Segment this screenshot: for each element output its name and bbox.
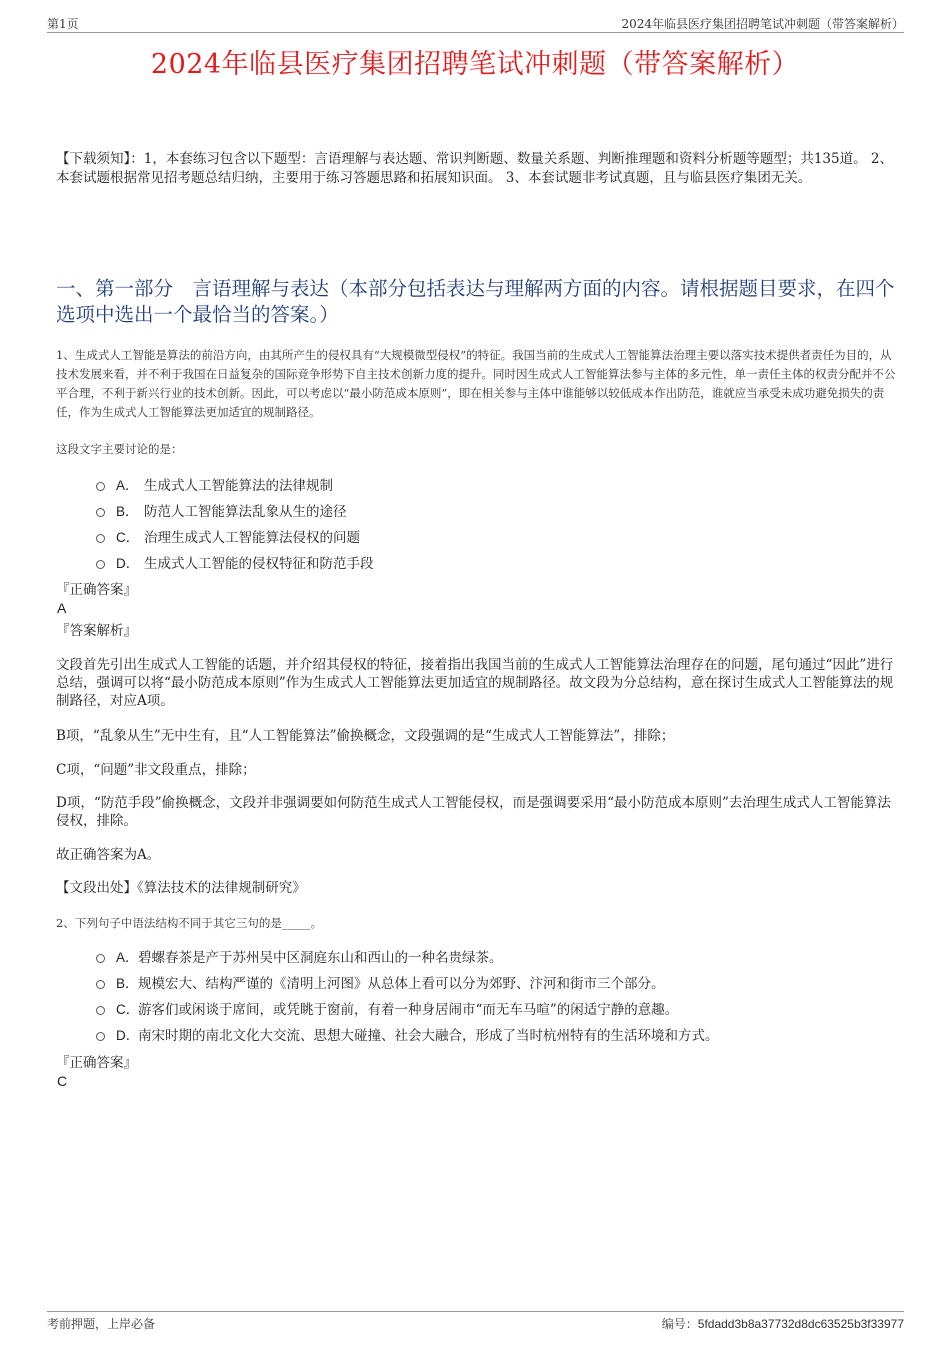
- q1-analysis-para: D项，“防范手段”偷换概念，文段并非强调要如何防范生成式人工智能侵权，而是强调要采用“最小防范成本原则”去治理生成式人工智能算法侵权，排除。: [56, 795, 891, 829]
- q1-option-d[interactable]: [96, 551, 906, 577]
- footer-slogan: 考前押题，上岸必备: [47, 1317, 156, 1331]
- radio-icon[interactable]: [96, 954, 105, 963]
- radio-icon[interactable]: [96, 1006, 105, 1015]
- radio-icon[interactable]: [96, 980, 105, 989]
- q1-analysis-label: 『答案解析』: [56, 623, 137, 639]
- footer-code-value: 5fdadd3b8a37732d8dc63525b3f33977: [697, 1317, 904, 1331]
- option-text: 生成式人工智能的侵权特征和防范手段: [144, 556, 374, 572]
- page-header: [47, 14, 904, 33]
- radio-icon[interactable]: [96, 560, 105, 569]
- q1-option-c[interactable]: [96, 525, 906, 551]
- q2-option-c[interactable]: [96, 997, 906, 1023]
- radio-icon[interactable]: [96, 508, 105, 517]
- page-footer: [47, 1311, 904, 1332]
- radio-icon[interactable]: [96, 534, 105, 543]
- option-letter: B．: [116, 976, 139, 991]
- option-letter: B．: [116, 504, 139, 519]
- q1-source: 【文段出处】《算法技术的法律规制研究》: [56, 880, 306, 896]
- footer-code: [662, 1315, 904, 1332]
- q1-analysis-para: B项，“乱象从生”无中生有，且“人工智能算法”偷换概念，文段强调的是“生成式人工智能算法”，排除；: [56, 728, 675, 744]
- option-text: 规模宏大、结构严谨的《清明上河图》从总体上看可以分为郊野、汴河和街市三个部分。: [138, 976, 665, 992]
- q1-analysis-para: 文段首先引出生成式人工智能的话题，并介绍其侵权的特征，接着指出我国当前的生成式人工智能算法治理存在的问题，尾句通过“因此”进行总结，强调可以将“最小防范成本原则”作为生成式人工智能算法更加适宜的规制路径。故文段为分总结构，意在探讨生成式人工智能算法的规制路径，对应A项。: [56, 657, 894, 709]
- download-notice: 【下载须知】：1，本套练习包含以下题型：言语理解与表达题、常识判断题、数量关系题、判断推理题和资料分析题等题型；共135道。 2、本套试题根据常见招考题总结归纳，主要用于练习答题思路和拓展知识面。 3、本套试题非考试真题，且与临县医疗集团无关。: [56, 151, 893, 186]
- q1-analysis-para: C项，“问题”非文段重点，排除；: [56, 762, 256, 778]
- q2-option-d[interactable]: [96, 1023, 906, 1049]
- option-text: 防范人工智能算法乱象从生的途径: [144, 504, 347, 520]
- document-title: 2024年临县医疗集团招聘笔试冲刺题（带答案解析）: [150, 49, 800, 80]
- q1-passage: 1、生成式人工智能是算法的前沿方向，由其所产生的侵权具有“大规模微型侵权”的特征。我国当前的生成式人工智能算法治理主要以落实技术提供者责任为目的，从技术发展来看，并不利于我国在日益复杂的国际竞争形势下自主技术创新力度的提升。同时因生成式人工智能算法参与主体的多元性，单一责任主体的权责分配并不公平合理，不利于新兴行业的技术创新。因此，可以考虑以“最小防范成本原则”，即在相关参与主体中谁能够以较低成本作出防范，谁就应当承受未成功避免损失的责任，作为生成式人工智能算法更加适宜的规制路径。: [56, 348, 896, 419]
- q2-question: 2、下列句子中语法结构不同于其它三句的是_____。: [56, 916, 323, 930]
- q1-answer: A: [57, 600, 67, 616]
- header-doc-title: 2024年临县医疗集团招聘笔试冲刺题（带答案解析）: [621, 17, 904, 31]
- option-text: 游客们或闲谈于席间，或凭眺于窗前，有着一种身居闹市“而无车马喧”的闲适宁静的意趣。: [138, 1002, 679, 1018]
- q2-answer-label: 『正确答案』: [56, 1055, 137, 1071]
- q2-answer: C: [57, 1073, 68, 1089]
- q1-answer-label: 『正确答案』: [56, 582, 137, 598]
- radio-icon[interactable]: [96, 482, 105, 491]
- radio-icon[interactable]: [96, 1032, 105, 1041]
- page-number: 第1页: [47, 17, 79, 31]
- option-text: 南宋时期的南北文化大交流、思想大碰撞、社会大融合，形成了当时杭州特有的生活环境和方式。: [138, 1028, 719, 1044]
- option-letter: D．: [116, 556, 140, 571]
- footer-code-label: 编号：: [661, 1317, 698, 1331]
- option-letter: A．: [116, 478, 139, 493]
- q2-options: [96, 945, 906, 1049]
- q1-question: 这段文字主要讨论的是：: [56, 442, 183, 456]
- option-letter: C．: [116, 1002, 140, 1017]
- q1-option-b[interactable]: [96, 499, 906, 525]
- option-letter: A．: [116, 950, 139, 965]
- option-letter: C．: [116, 530, 140, 545]
- option-text: 治理生成式人工智能算法侵权的问题: [144, 530, 360, 546]
- option-text: 碧螺春茶是产于苏州吴中区洞庭东山和西山的一种名贵绿茶。: [138, 950, 503, 966]
- q2-option-b[interactable]: [96, 971, 906, 997]
- option-letter: D．: [116, 1028, 140, 1043]
- option-text: 生成式人工智能算法的法律规制: [144, 478, 333, 494]
- q1-option-a[interactable]: [96, 473, 906, 499]
- q1-analysis-para: 故正确答案为A。: [56, 847, 161, 863]
- section-heading: 一、第一部分 言语理解与表达（本部分包括表达与理解两方面的内容。请根据题目要求，在四个选项中选出一个最恰当的答案。）: [56, 277, 895, 326]
- q1-options: [96, 473, 906, 577]
- q2-option-a[interactable]: [96, 945, 906, 971]
